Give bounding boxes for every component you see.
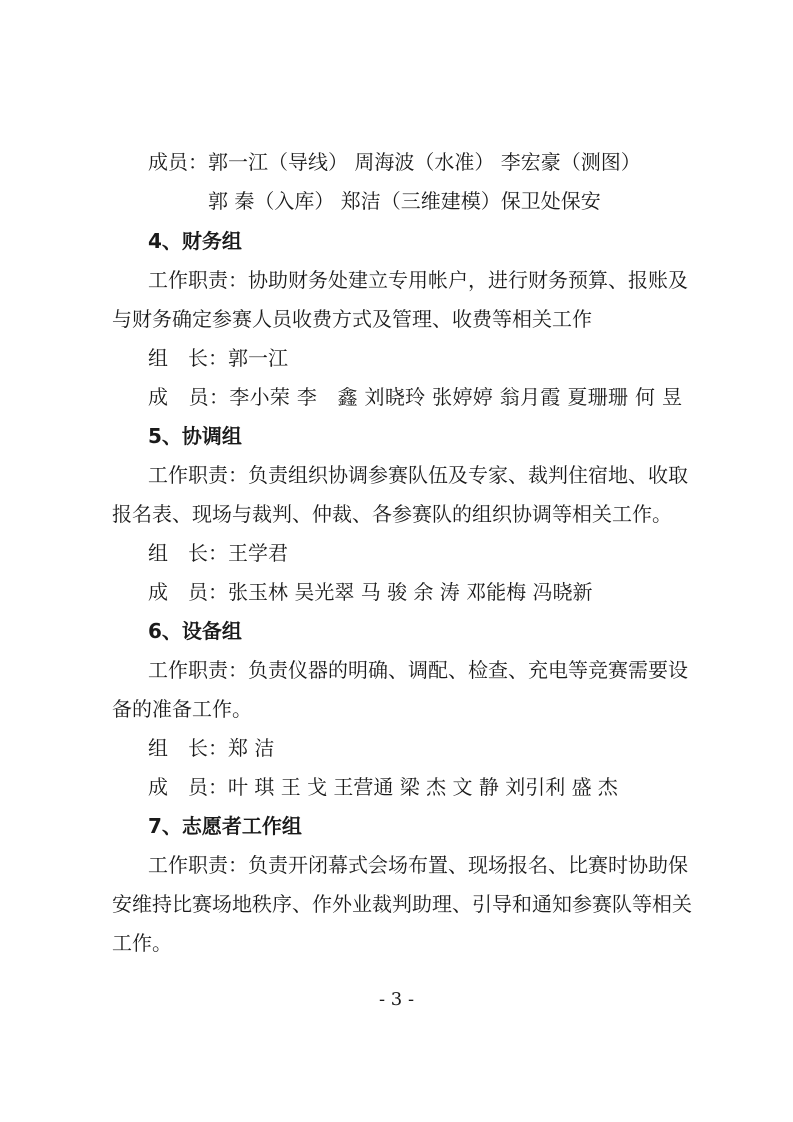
group6-members: 成 员：叶 琪 王 戈 王营通 梁 杰 文 静 刘引利 盛 杰	[148, 775, 618, 799]
group6-duty-line2: 备的准备工作。	[112, 697, 252, 721]
page-number: - 3 -	[378, 989, 415, 1010]
group4-duty-line2: 与财务确定参赛人员收费方式及管理、收费等相关工作	[112, 307, 592, 331]
group6-leader: 组 长：郑 洁	[148, 736, 275, 760]
group6-heading: 6、设备组	[148, 619, 242, 643]
group6-duty-line1: 工作职责：负责仪器的明确、调配、检查、充电等竞赛需要设	[148, 658, 688, 682]
group4-leader: 组 长：郭一江	[148, 346, 288, 370]
group7-duty-line3: 工作。	[112, 931, 172, 955]
group3-members-line1: 成员：郭一江（导线） 周海波（水准） 李宏豪（测图）	[148, 150, 641, 174]
group5-heading: 5、协调组	[148, 424, 242, 448]
group4-heading: 4、财务组	[148, 229, 242, 253]
group5-leader: 组 长：王学君	[148, 541, 288, 565]
group5-members: 成 员：张玉林 吴光翠 马 骏 余 涛 邓能梅 冯晓新	[148, 580, 593, 604]
group4-members: 成 员：李小荣 李 鑫 刘晓玲 张婷婷 翁月霞 夏珊珊 何 昱	[148, 385, 682, 409]
group7-duty-line1: 工作职责：负责开闭幕式会场布置、现场报名、比赛时协助保	[148, 853, 688, 877]
group5-duty-line1: 工作职责：负责组织协调参赛队伍及专家、裁判住宿地、收取	[148, 463, 688, 487]
group3-members-line2: 郭 秦（入库） 郑洁（三维建模）保卫处保安	[208, 189, 601, 213]
group7-duty-line2: 安维持比赛场地秩序、作外业裁判助理、引导和通知参赛队等相关	[112, 892, 692, 916]
group5-duty-line2: 报名表、现场与裁判、仲裁、各参赛队的组织协调等相关工作。	[112, 502, 672, 526]
group7-heading: 7、志愿者工作组	[148, 814, 302, 838]
group4-duty-line1: 工作职责：协助财务处建立专用帐户，进行财务预算、报账及	[148, 268, 688, 292]
